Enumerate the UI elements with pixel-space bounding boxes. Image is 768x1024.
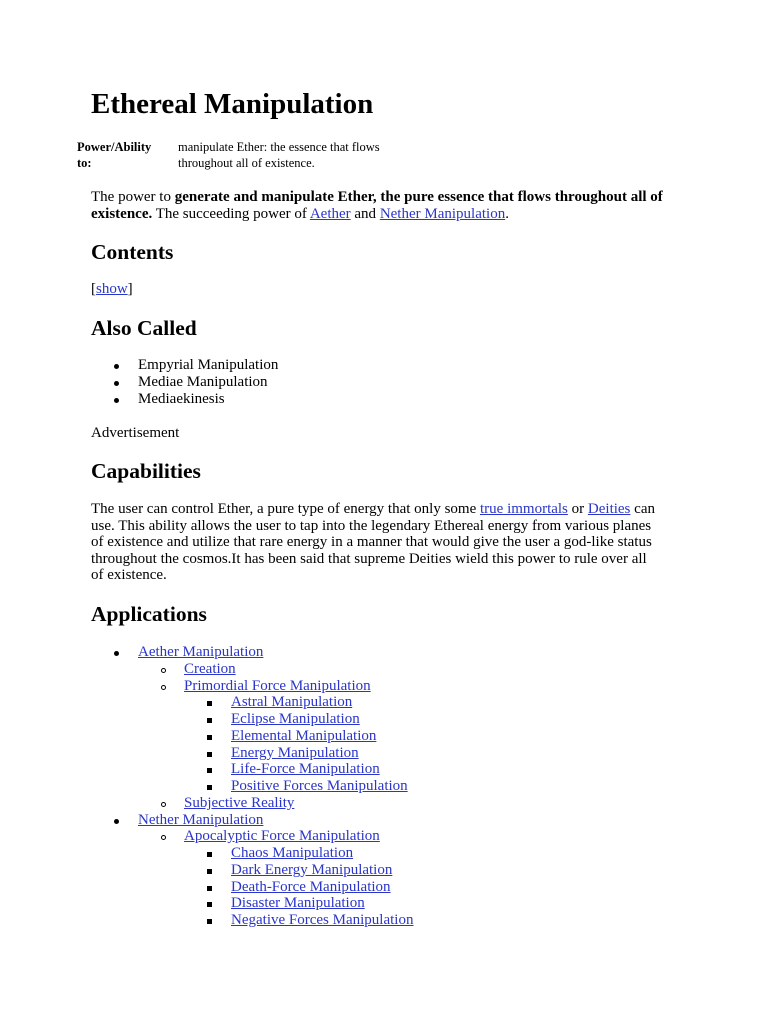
link-disaster-manipulation[interactable]: Disaster Manipulation: [231, 895, 365, 912]
bullet-square-icon: [207, 886, 212, 891]
capabilities-paragraph: [91, 501, 711, 584]
close-bracket: ]: [127, 281, 133, 297]
bullet-circle-icon: [161, 668, 166, 673]
bullet-square-icon: [207, 768, 212, 773]
show-contents-link[interactable]: show: [96, 281, 128, 297]
open-bracket: [: [91, 281, 96, 297]
bullet-square-icon: [207, 785, 212, 790]
capabilities-line-1: [91, 501, 711, 518]
link-subjective-reality[interactable]: Subjective Reality: [184, 794, 295, 811]
link-death-force-manipulation[interactable]: Death-Force Manipulation: [231, 878, 391, 895]
infobox-label: Power/Ability to:: [77, 140, 152, 170]
capabilities-heading: Capabilities: [91, 459, 201, 483]
link-primordial-force-manipulation[interactable]: Primordial Force Manipulation: [184, 677, 371, 694]
aether-link[interactable]: Aether: [309, 205, 351, 222]
true-immortals-link[interactable]: true immortals: [480, 501, 568, 517]
link-energy-manipulation[interactable]: Energy Manipulation: [231, 744, 359, 761]
cap-line1-suffix: can: [630, 501, 655, 517]
link-life-force-manipulation[interactable]: Life-Force Manipulation: [231, 761, 380, 778]
nether-manipulation-link[interactable]: Nether Manipulation: [379, 205, 506, 222]
bullet-square-icon: [207, 718, 212, 723]
capabilities-line-5: of existence.: [91, 567, 167, 583]
intro-prefix: The power to: [91, 189, 175, 205]
bullet-square-icon: [207, 735, 212, 740]
link-astral-manipulation[interactable]: Astral Manipulation: [231, 694, 353, 711]
link-eclipse-manipulation[interactable]: Eclipse Manipulation: [231, 711, 360, 727]
link-aether-manipulation[interactable]: Aether Manipulation: [138, 644, 264, 660]
applications-heading: Applications: [91, 602, 207, 626]
bullet-square-icon: [207, 752, 212, 757]
capabilities-line-4: throughout the cosmos.It has been said that supreme Deities wield this power to rule over all: [91, 550, 647, 567]
infobox-value: manipulate Ether: the essence that flows throughout all of existence.: [178, 140, 380, 170]
link-elemental-manipulation[interactable]: Elemental Manipulation: [231, 727, 377, 744]
link-positive-forces-manipulation[interactable]: Positive Forces Manipulation: [231, 778, 408, 794]
intro-paragraph: [91, 189, 691, 222]
link-chaos-manipulation[interactable]: Chaos Manipulation: [231, 845, 354, 861]
contents-heading: Contents: [91, 240, 174, 264]
bullet-disc-icon: [114, 651, 119, 656]
advertisement-label: Advertisement: [91, 425, 180, 441]
bullet-disc-icon: [114, 398, 119, 403]
link-creation[interactable]: Creation: [184, 660, 236, 677]
bullet-square-icon: [207, 701, 212, 706]
bullet-square-icon: [207, 902, 212, 907]
capabilities-line-3: of existence and utilize that rare energy in a manner that would give the user a god-like status: [91, 534, 652, 550]
bullet-disc-icon: [114, 364, 119, 369]
link-dark-energy-manipulation[interactable]: Dark Energy Manipulation: [231, 861, 393, 878]
contents-toggle: [91, 281, 691, 298]
bullet-disc-icon: [114, 381, 119, 386]
bullet-square-icon: [207, 852, 212, 857]
link-nether-manipulation[interactable]: Nether Manipulation: [138, 811, 264, 828]
bullet-circle-icon: [161, 835, 166, 840]
bullet-square-icon: [207, 919, 212, 924]
cap-or: or: [567, 501, 588, 517]
also-called-item-label: Empyrial Manipulation: [138, 357, 279, 373]
intro-and: and: [350, 205, 380, 222]
bullet-circle-icon: [161, 685, 166, 690]
capabilities-line-2: use. This ability allows the user to tap into the legendary Ethereal energy from various planes: [91, 517, 652, 534]
page-title: Ethereal Manipulation: [91, 88, 374, 120]
intro-end: .: [505, 205, 509, 222]
bullet-disc-icon: [114, 819, 119, 824]
bullet-circle-icon: [161, 802, 166, 807]
also-called-item-label: Mediaekinesis: [138, 390, 225, 407]
link-apocalyptic-force-manipulation[interactable]: Apocalyptic Force Manipulation: [184, 828, 380, 845]
also-called-item-label: Mediae Manipulation: [138, 373, 268, 390]
bullet-square-icon: [207, 869, 212, 874]
deities-link[interactable]: Deities: [587, 501, 631, 517]
intro-bold: generate and manipulate Ether, the pure essence that flows throughout all of existence.: [91, 189, 663, 222]
link-negative-forces-manipulation[interactable]: Negative Forces Manipulation: [231, 912, 414, 928]
cap-line1-prefix: The user can control Ether, a pure type of energy that only some: [91, 501, 480, 517]
intro-middle: The succeeding power of: [152, 205, 310, 222]
also-called-heading: Also Called: [91, 316, 197, 340]
